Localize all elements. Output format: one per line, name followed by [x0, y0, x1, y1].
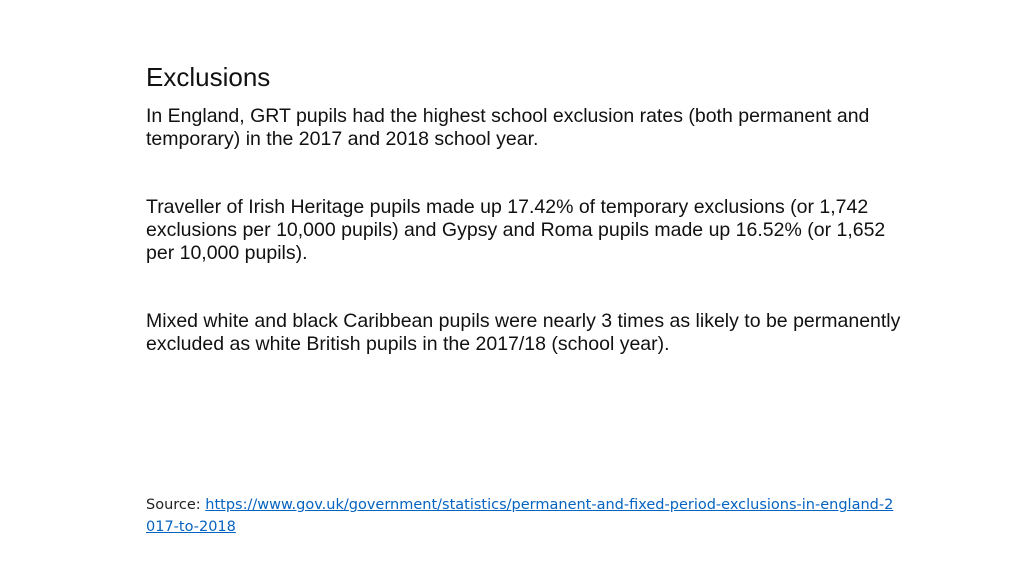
paragraph-grt-exclusion-rates: In England, GRT pupils had the highest school exclusion rates (both permanent and temporary) in the 2017 and 2018 school year.	[146, 105, 870, 150]
paragraph-traveller-gypsy-roma-stats: Traveller of Irish Heritage pupils made up 17.42% of temporary exclusions (or 1,742 exclusions per 10,000 pupils) and Gypsy and Roma pupils made up 16.52% (or 1,652 per 10,000 pupils).	[146, 196, 886, 264]
paragraph-mixed-caribbean-stats: Mixed white and black Caribbean pupils were nearly 3 times as likely to be permanently excluded as white British pupils in the 2017/18 (school year).	[146, 310, 901, 355]
source-citation	[146, 494, 896, 538]
source-link[interactable]: https://www.gov.uk/government/statistics/permanent-and-fixed-period-exclusions-in-england-2017-to-2018	[146, 497, 894, 535]
slide-title: Exclusions	[146, 62, 271, 92]
source-label: Source:	[146, 497, 206, 513]
